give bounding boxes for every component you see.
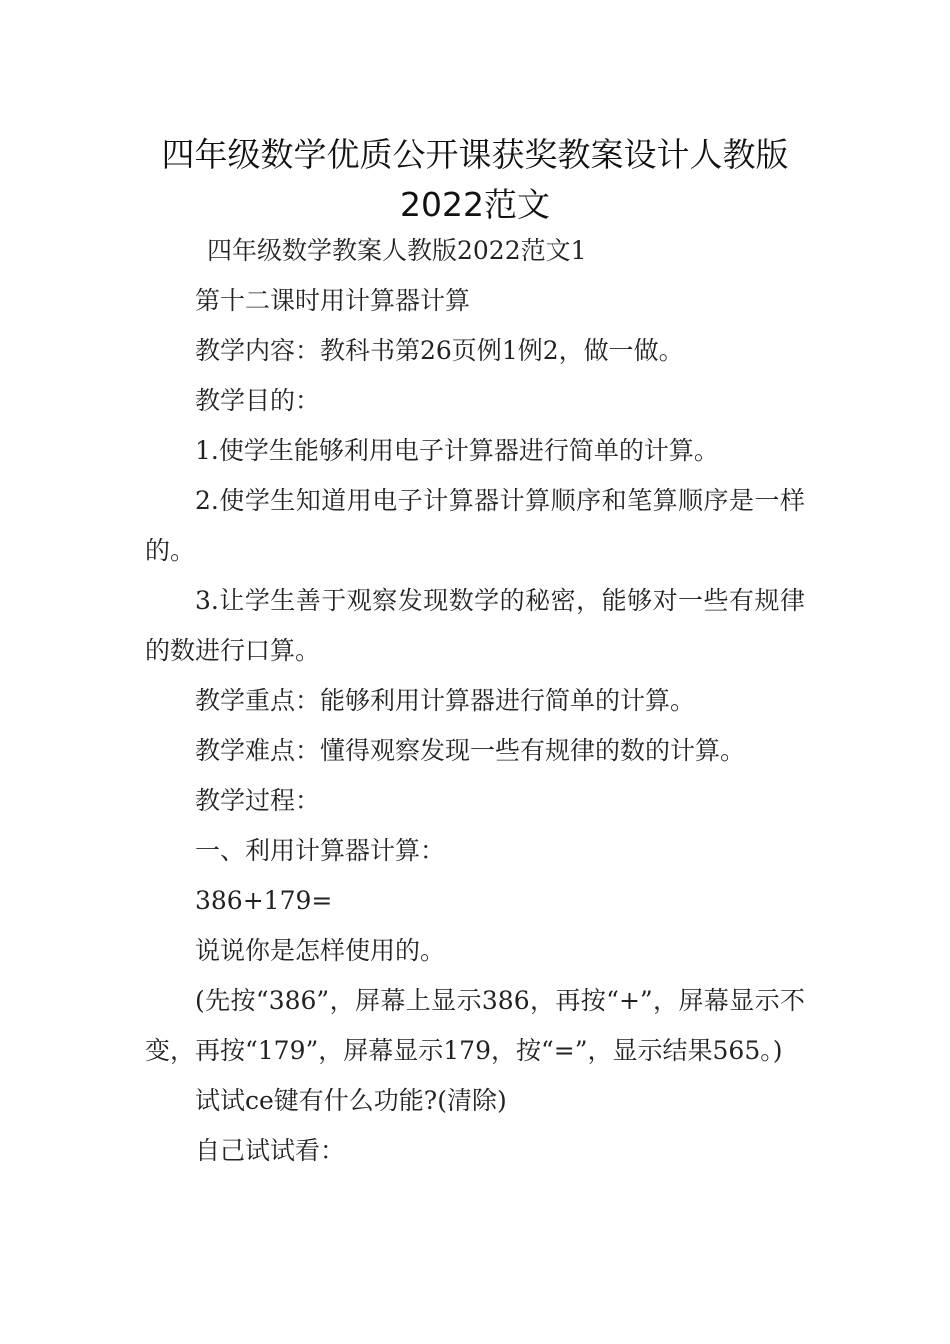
section-heading: 四年级数学教案人教版2022范文1 [207,236,587,265]
goal-item-2: 2.使学生知道用电子计算器计算顺序和笔算顺序是一样的。 [145,486,805,565]
lesson-title: 第十二课时用计算器计算 [195,286,471,315]
paragraph-try: 自己试试看： [195,1136,346,1165]
document-body [145,226,805,1176]
document-title: 四年级数学优质公开课获奖教案设计人教版2022范文 [161,135,789,224]
paragraph-ce-key: 试试ce键有什么功能?(清除) [195,1086,507,1115]
goal-item-3: 3.让学生善于观察发现数学的秘密，能够对一些有规律的数进行口算。 [145,586,805,665]
paragraph-explain: 说说你是怎样使用的。 [195,936,446,965]
paragraph-key-point: 教学重点：能够利用计算器进行简单的计算。 [195,686,696,715]
equation: 386+179= [195,886,333,915]
paragraph-process: 教学过程： [195,786,321,815]
paragraph-teaching-content: 教学内容：教科书第26页例1例2，做一做。 [195,336,684,365]
step-heading: 一、利用计算器计算： [195,836,446,865]
paragraph-teaching-goals: 教学目的： [195,386,321,415]
paragraph-difficulty: 教学难点：懂得观察发现一些有规律的数的计算。 [195,736,746,765]
paragraph-calculator-steps: (先按“386”，屏幕上显示386，再按“+”，屏幕显示不变，再按“179”，屏幕显示179，按“=”，显示结果565。) [145,986,805,1065]
goal-item-1: 1.使学生能够利用电子计算器进行简单的计算。 [195,436,719,465]
